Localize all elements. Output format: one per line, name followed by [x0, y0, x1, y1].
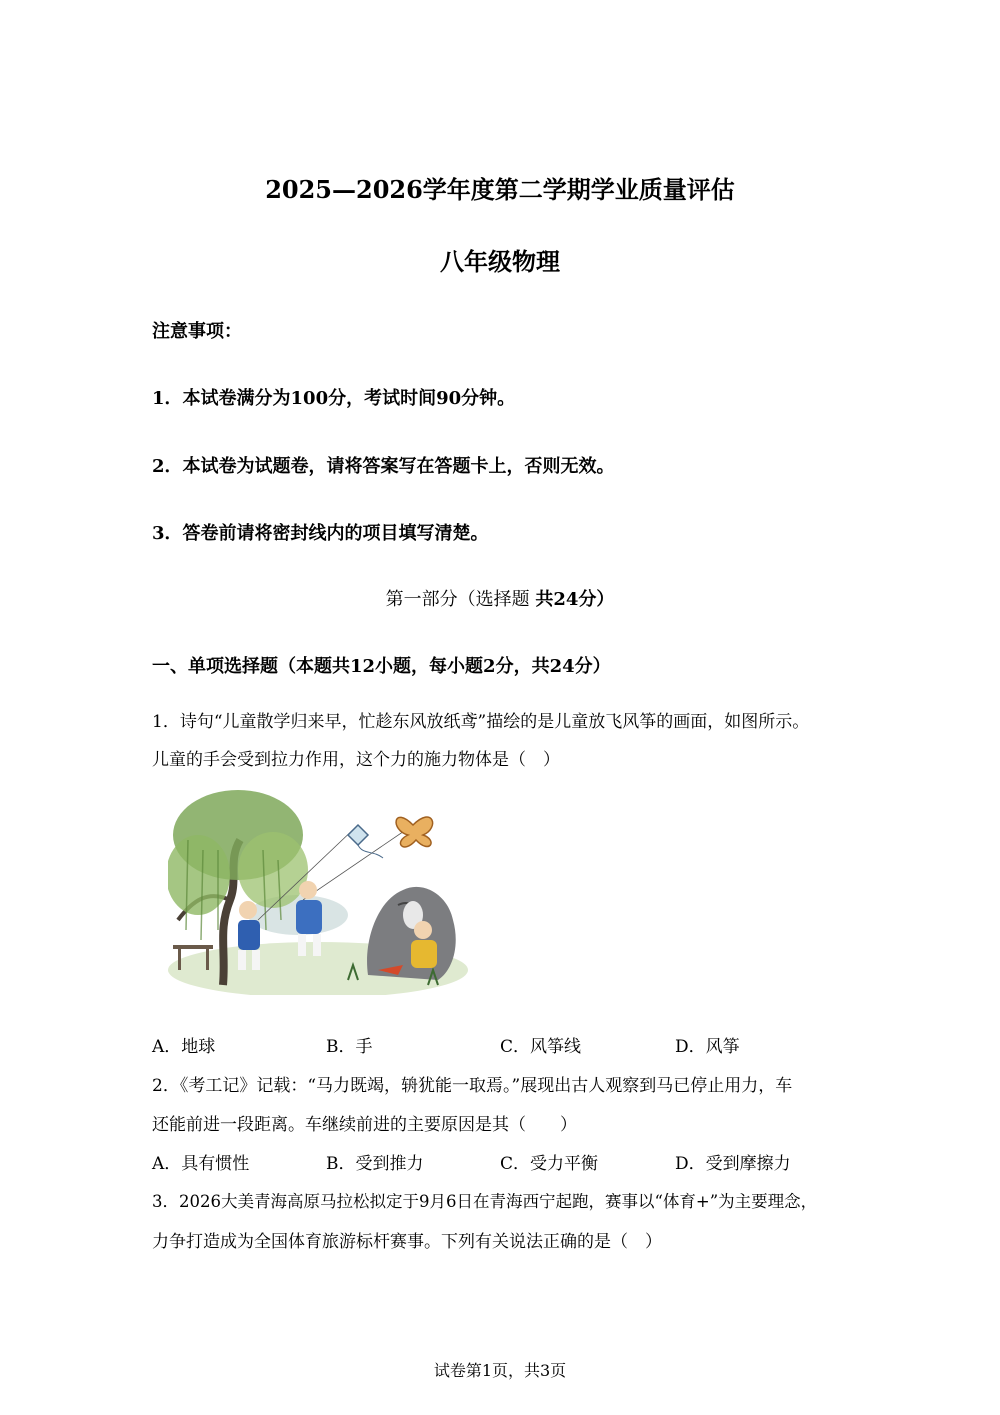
question-1-line: 儿童的手会受到拉力作用，这个力的施力物体是（ ）	[152, 750, 560, 770]
option-a: A．具有惯性	[152, 1154, 250, 1174]
section-heading: 一、单项选择题（本题共12小题，每小题2分，共24分）	[152, 656, 611, 677]
question-3-line: 力争打造成为全国体育旅游标杆赛事。下列有关说法正确的是（ ）	[152, 1232, 662, 1252]
question-2-line: 还能前进一段距离。车继续前进的主要原因是其（ ）	[152, 1115, 577, 1135]
notes-heading: 注意事项：	[152, 321, 242, 342]
option-b: B．受到推力	[326, 1154, 424, 1174]
option-d: D．风筝	[675, 1037, 740, 1057]
kite-flying-illustration	[168, 780, 468, 995]
note-item: 2．本试卷为试题卷，请将答案写在答题卡上，否则无效。	[152, 456, 615, 477]
exam-title: 2025—2026学年度第二学期学业质量评估	[265, 175, 735, 204]
note-item: 1．本试卷满分为100分，考试时间90分钟。	[152, 388, 516, 409]
option-c: C．风筝线	[500, 1037, 582, 1057]
option-b: B．手	[326, 1037, 373, 1057]
question-1-line: 1．诗句“儿童散学归来早，忙趁东风放纸鸢”描绘的是儿童放飞风筝的画面，如图所示。	[152, 712, 810, 732]
option-c: C．受力平衡	[500, 1154, 599, 1174]
question-3-line: 3．2026大美青海高原马拉松拟定于9月6日在青海西宁起跑，赛事以“体育+”为主要理念，	[152, 1192, 818, 1211]
option-d: D．受到摩擦力	[675, 1154, 791, 1174]
part-heading	[0, 585, 1000, 611]
part-label: 第一部分（选择题	[385, 589, 530, 610]
option-a: A．地球	[152, 1037, 216, 1057]
exam-subject: 八年级物理	[440, 247, 560, 276]
question-2-line: 2．《考工记》记载：“马力既竭，辀犹能一取焉。”展现出古人观察到马已停止用力，车	[152, 1076, 793, 1096]
part-score: 共24分）	[535, 589, 615, 610]
page-footer: 试卷第1页，共3页	[433, 1361, 567, 1380]
note-item: 3．答卷前请将密封线内的项目填写清楚。	[152, 523, 489, 544]
